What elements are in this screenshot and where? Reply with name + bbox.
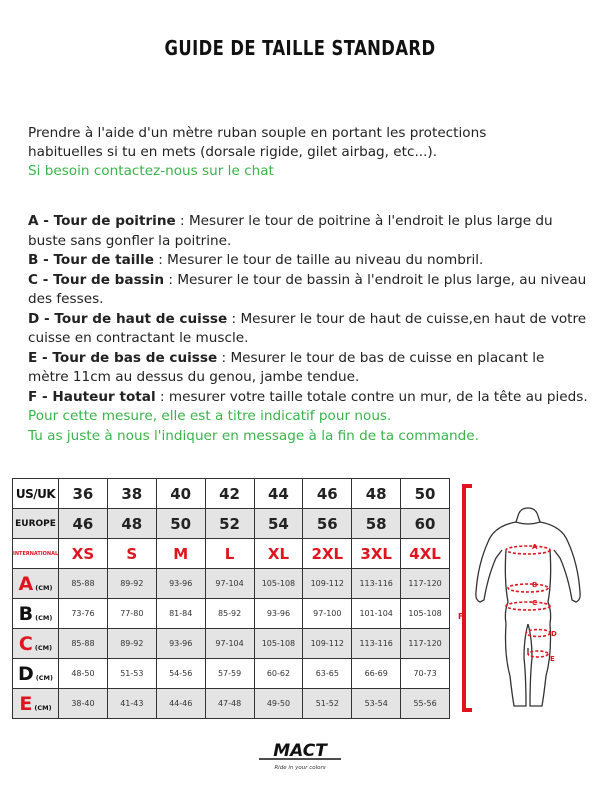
measure-letter: D — [18, 662, 34, 685]
definition-d-text: : Mesurer le tour de haut de cuisse,en haut de votre cuisse en contractant le muscle. — [28, 310, 587, 346]
us-size-cell: 38 — [107, 479, 156, 509]
us-size-cell: 46 — [303, 479, 352, 509]
final-instruction: Tu as juste à nous l'indiquer en message à la fin de ta commande. — [28, 427, 479, 444]
measure-e-cell: 38-40 — [59, 689, 108, 719]
diagram-label-f: F — [458, 612, 464, 621]
eu-size-cell: 58 — [352, 509, 401, 539]
measure-c-cell: 97-104 — [205, 629, 254, 659]
measure-b-cell: 97-100 — [303, 599, 352, 629]
eu-size-cell: 50 — [156, 509, 205, 539]
measure-letter: A — [18, 572, 34, 595]
measure-e-cell: 44-46 — [156, 689, 205, 719]
measure-d-cell: 60-62 — [254, 659, 303, 689]
measure-a-cell: 85-88 — [59, 569, 108, 599]
intro-line-1: Prendre à l'aide d'un mètre ruban souple en portant les protections — [28, 125, 487, 141]
us-size-cell: 36 — [59, 479, 108, 509]
definition-f-note: Pour cette mesure, elle est a titre indicatif pour nous. — [28, 408, 392, 424]
measure-b-cell: 101-104 — [352, 599, 401, 629]
measure-a-cell: 89-92 — [107, 569, 156, 599]
intro-text — [28, 124, 578, 181]
measure-a-cell: 105-108 — [254, 569, 303, 599]
intl-size-cell: S — [107, 539, 156, 569]
diagram-label-c: C — [532, 599, 538, 607]
us-size-cell: 42 — [205, 479, 254, 509]
eu-size-cell: 48 — [107, 509, 156, 539]
intro-line-2: habituelles si tu en mets (dorsale rigide, gilet airbag, etc...). — [28, 144, 438, 160]
measure-a-cell: 109-112 — [303, 569, 352, 599]
definition-d — [28, 310, 588, 349]
definition-a-text: : Mesurer le tour de poitrine à l'endroit le plus large du buste sans gonfler la poitrine. — [28, 213, 553, 249]
row-measure-b — [13, 599, 450, 629]
definition-f — [28, 388, 588, 427]
measure-e-cell: 51-52 — [303, 689, 352, 719]
unit-label: (CM) — [35, 673, 53, 682]
row-us-uk — [13, 479, 450, 509]
definition-e — [28, 349, 588, 388]
contact-chat-text: Si besoin contactez-nous sur le chat — [28, 163, 274, 179]
definition-c-label: C - Tour de bassin — [28, 271, 165, 288]
definition-e-text: : Mesurer le tour de bas de cuisse en placant le mètre 11cm au dessus du genou, jambe tendue. — [28, 349, 545, 385]
eu-size-cell: 60 — [401, 509, 450, 539]
definition-e-label: E - Tour de bas de cuisse — [28, 349, 218, 366]
definition-a — [28, 212, 588, 251]
measure-a-cell: 97-104 — [205, 569, 254, 599]
measure-e-cell: 41-43 — [107, 689, 156, 719]
eu-size-cell: 54 — [254, 509, 303, 539]
definition-f-text: : mesurer votre taille totale contre un mur, de la tête au pieds. — [155, 388, 588, 405]
measure-a-cell: 117-120 — [401, 569, 450, 599]
definition-c-text: : Mesurer le tour de bassin à l'endroit le plus large, au niveau des fesses. — [28, 271, 587, 307]
diagram-label-a: A — [532, 543, 538, 551]
logo-tagline: Ride in your colors — [274, 765, 326, 771]
row-measure-e — [13, 689, 450, 719]
europe-header: EUROPE — [13, 509, 59, 539]
measure-e-cell: 47-48 — [205, 689, 254, 719]
measure-b-cell: 93-96 — [254, 599, 303, 629]
suit-silhouette — [476, 508, 580, 706]
unit-label: (CM) — [35, 613, 53, 622]
row-measure-a — [13, 569, 450, 599]
row-measure-c — [13, 629, 450, 659]
measure-c-cell: 105-108 — [254, 629, 303, 659]
intl-size-cell: XL — [254, 539, 303, 569]
measure-a-header — [13, 569, 59, 599]
row-measure-d — [13, 659, 450, 689]
intl-size-cell: XS — [59, 539, 108, 569]
measure-b-cell: 81-84 — [156, 599, 205, 629]
measurement-bands — [506, 546, 550, 657]
definition-b — [28, 251, 588, 271]
eu-size-cell: 56 — [303, 509, 352, 539]
diagram-label-b: B — [532, 581, 538, 589]
us-uk-header: US/UK — [13, 479, 59, 509]
height-bracket — [464, 486, 472, 710]
measure-b-cell: 105-108 — [401, 599, 450, 629]
us-size-cell: 50 — [401, 479, 450, 509]
definition-b-label: B - Tour de taille — [28, 252, 154, 268]
intl-size-cell: L — [205, 539, 254, 569]
measure-e-header — [13, 689, 59, 719]
measure-c-cell: 109-112 — [303, 629, 352, 659]
measure-d-cell: 54-56 — [156, 659, 205, 689]
measure-c-cell: 117-120 — [401, 629, 450, 659]
unit-label: (CM) — [34, 703, 52, 712]
international-header: INTERNATIONAL — [13, 539, 59, 569]
measure-c-cell: 85-88 — [59, 629, 108, 659]
intl-size-cell: 4XL — [401, 539, 450, 569]
us-size-cell: 44 — [254, 479, 303, 509]
definition-b-text: : Mesurer le tour de taille au niveau du nombril. — [153, 252, 484, 268]
measure-c-cell: 89-92 — [107, 629, 156, 659]
row-europe — [13, 509, 450, 539]
measure-e-cell: 53-54 — [352, 689, 401, 719]
logo-wordmark: MACT — [273, 741, 327, 761]
mact-logo — [251, 738, 349, 778]
measure-c-cell: 93-96 — [156, 629, 205, 659]
measure-d-cell: 51-53 — [107, 659, 156, 689]
measure-b-cell: 77-80 — [107, 599, 156, 629]
measure-d-cell: 63-65 — [303, 659, 352, 689]
measure-b-cell: 73-76 — [59, 599, 108, 629]
measure-e-cell: 49-50 — [254, 689, 303, 719]
intl-size-cell: M — [156, 539, 205, 569]
body-measurement-diagram — [458, 478, 598, 718]
eu-size-cell: 46 — [59, 509, 108, 539]
intl-size-cell: 3XL — [352, 539, 401, 569]
measure-letter: E — [19, 692, 33, 715]
measure-b-cell: 85-92 — [205, 599, 254, 629]
diagram-label-e: E — [550, 655, 555, 663]
definition-d-label: D - Tour de haut de cuisse — [28, 310, 228, 327]
measurement-definitions — [28, 212, 588, 446]
measure-a-cell: 93-96 — [156, 569, 205, 599]
measure-e-cell: 55-56 — [401, 689, 450, 719]
measure-a-cell: 113-116 — [352, 569, 401, 599]
intl-size-cell: 2XL — [303, 539, 352, 569]
measure-d-cell: 66-69 — [352, 659, 401, 689]
row-international — [13, 539, 450, 569]
us-size-cell: 48 — [352, 479, 401, 509]
us-size-cell: 40 — [156, 479, 205, 509]
definition-c — [28, 271, 588, 310]
unit-label: (CM) — [34, 643, 53, 652]
measure-c-cell: 113-116 — [352, 629, 401, 659]
unit-label: (CM) — [35, 583, 53, 592]
diagram-label-d: D — [551, 630, 557, 638]
definition-a-label: A - Tour de poitrine — [28, 213, 176, 229]
eu-size-cell: 52 — [205, 509, 254, 539]
measure-c-header — [13, 629, 59, 659]
page-title: GUIDE DE TAILLE STANDARD — [164, 36, 436, 60]
measure-letter: B — [18, 602, 34, 625]
measure-d-cell: 70-73 — [401, 659, 450, 689]
measure-d-header — [13, 659, 59, 689]
measure-d-cell: 48-50 — [59, 659, 108, 689]
size-table-body — [13, 479, 450, 719]
definition-f-label: F - Hauteur total — [28, 388, 156, 405]
measure-b-header — [13, 599, 59, 629]
measure-d-cell: 57-59 — [205, 659, 254, 689]
size-table — [12, 478, 450, 719]
measure-letter: C — [18, 632, 33, 655]
